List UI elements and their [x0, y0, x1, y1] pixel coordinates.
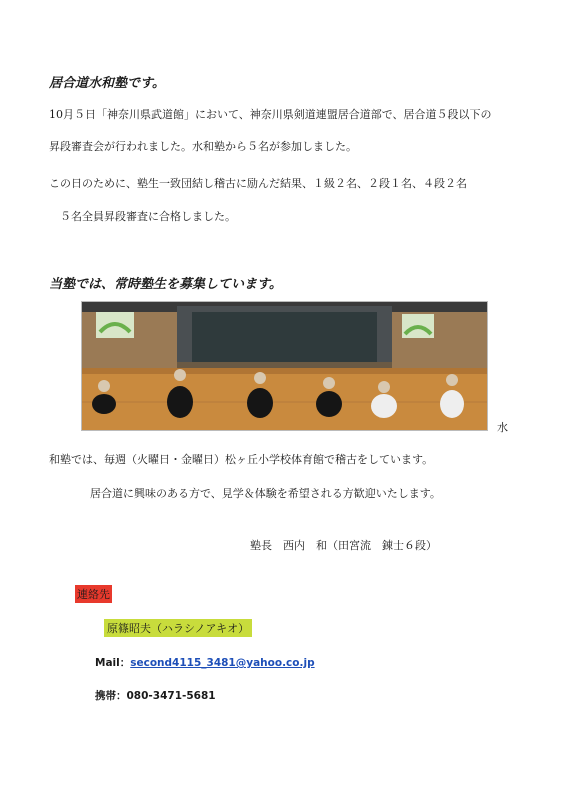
- mail-address-link[interactable]: second4115_3481@yahoo.co.jp: [130, 657, 315, 669]
- photo-curtain: [192, 312, 377, 364]
- mail-label: Mail：: [95, 657, 131, 669]
- contact-name: 原篠昭夫（ハラシノアキオ）: [104, 619, 252, 637]
- contact-label: 連絡先: [75, 585, 112, 603]
- paragraph-1-line-2: 昇段審査会が行われました。水和塾から５名が参加しました。: [49, 140, 357, 153]
- dojo-photo: [81, 301, 488, 431]
- signature: 塾長 西内 和（田宮流 錬士６段）: [250, 539, 437, 552]
- paragraph-2-line-1: この日のために、塾生一致団結し稽古に励んだ結果、１級２名、２段１名、４段２名: [49, 177, 467, 190]
- phone-number: 080-3471-5681: [126, 690, 216, 702]
- dojo-photo-illustration: [82, 302, 487, 430]
- photo-floor: [82, 368, 487, 430]
- mail-row: [95, 655, 315, 670]
- paragraph-3-line-1: 和塾では、毎週（火曜日・金曜日）松ヶ丘小学校体育館で稽古をしています。: [49, 453, 434, 466]
- recruit-heading: 当塾では、常時塾生を募集しています。: [49, 277, 282, 292]
- paragraph-2-line-2: ５名全員昇段審査に合格しました。: [60, 210, 236, 223]
- phone-label: 携帯：: [95, 690, 127, 702]
- paragraph-4: 居合道に興味のある方で、見学＆体験を希望される方歓迎いたします。: [90, 487, 441, 500]
- photo-floor-edge: [82, 368, 487, 374]
- phone-row: [95, 688, 216, 703]
- document-heading: 居合道水和塾です。: [49, 76, 165, 91]
- paragraph-1-line-1: 10月５日「神奈川県武道館」において、神奈川県剣道連盟居合道部で、居合道５段以下の: [49, 108, 492, 121]
- wrapped-char: 水: [497, 421, 508, 434]
